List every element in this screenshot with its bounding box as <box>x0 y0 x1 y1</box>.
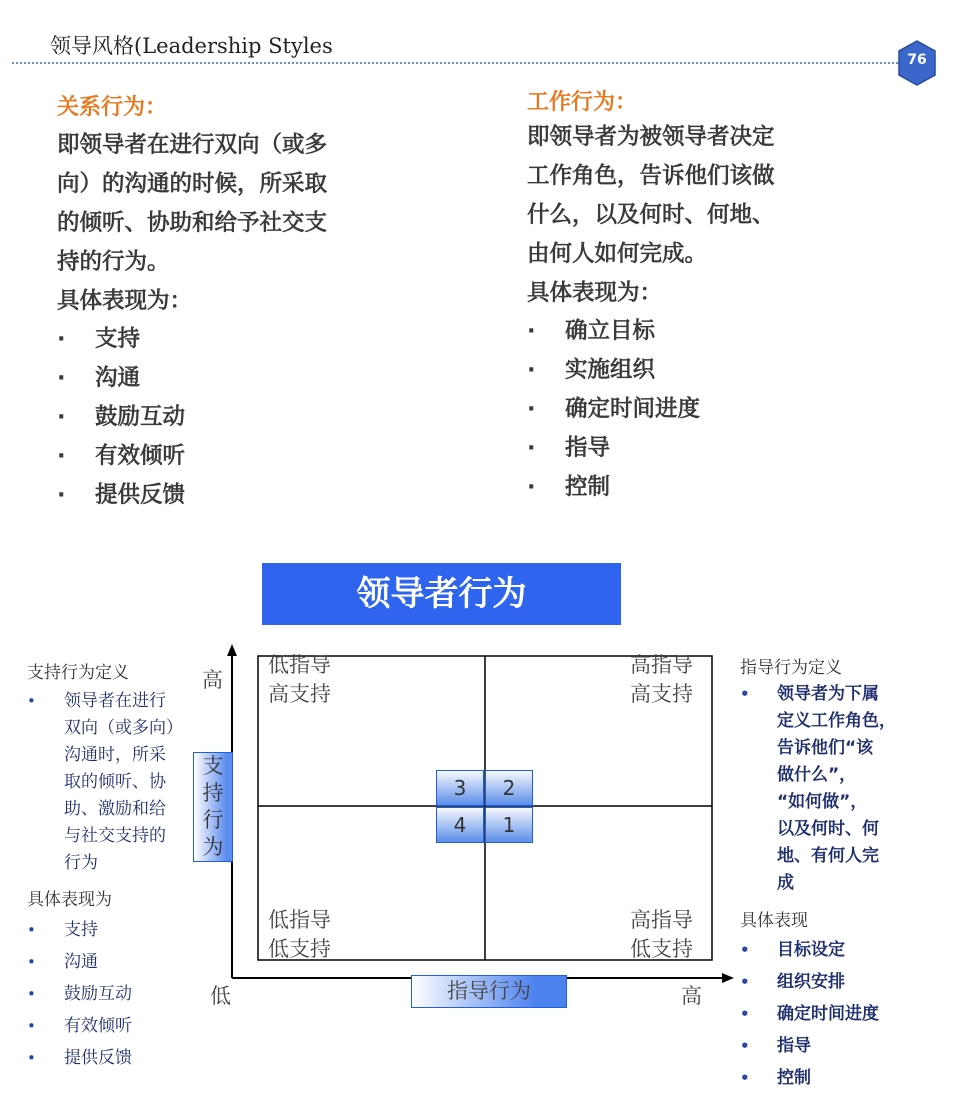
relationship-subheading: 具体表现为： <box>57 288 193 314</box>
y-axis-high: 高 <box>202 668 223 692</box>
task-line: 什么，以及何时、何地、 <box>527 202 775 228</box>
quadrant-top-right: 高指导 高支持 <box>630 653 693 706</box>
task-subheading: 具体表现为： <box>527 280 663 306</box>
x-axis-label: 指导行为 <box>411 975 567 1008</box>
list-item: · 鼓励互动 <box>57 404 186 430</box>
list-item: • 鼓励互动 <box>27 984 132 1004</box>
list-item: · 指导 <box>527 435 611 461</box>
list-item: · 沟通 <box>57 365 141 391</box>
relationship-line: 的倾听、协助和给予社交支 <box>57 210 328 236</box>
quadrant-bottom-right: 高指导 低支持 <box>630 908 693 961</box>
direct-def-heading: 指导行为定义 <box>740 658 842 678</box>
y-axis-label: 支 持 行 为 <box>193 752 233 862</box>
list-item: • 组织安排 <box>740 972 845 992</box>
list-item: · 确定时间进度 <box>527 396 701 422</box>
page-title: 领导风格(Leadership Styles <box>50 34 333 58</box>
list-item: · 确立目标 <box>527 318 656 344</box>
style-cell-1: 1 <box>485 807 533 843</box>
list-item: • 领导者为下属 定义工作角色， 告诉他们“该 做什么”， “如何做”， 以及何时、何 地、有何人完 成 <box>740 684 896 893</box>
style-cell-2: 2 <box>485 770 533 806</box>
leader-behavior-banner: 领导者行为 <box>262 563 621 625</box>
list-item: • 领导者在进行 双向（或多向） 沟通时，所采 取的倾听、协 助、激励和给 与社交支持的 行为 <box>27 691 183 873</box>
x-axis-high: 高 <box>681 984 702 1008</box>
list-item: · 实施组织 <box>527 357 656 383</box>
list-item: • 指导 <box>740 1036 811 1056</box>
quadrant-bottom-left: 低指导 低支持 <box>268 908 331 961</box>
relationship-heading: 关系行为： <box>57 95 168 120</box>
relationship-line: 持的行为。 <box>57 249 170 275</box>
list-item: • 提供反馈 <box>27 1048 132 1068</box>
task-line: 工作角色，告诉他们该做 <box>527 163 775 189</box>
list-item: · 支持 <box>57 326 141 352</box>
list-item: · 提供反馈 <box>57 482 186 508</box>
task-line: 即领导者为被领导者决定 <box>527 124 775 150</box>
list-item: • 目标设定 <box>740 940 845 960</box>
task-line: 由何人如何完成。 <box>527 241 708 267</box>
list-item: • 有效倾听 <box>27 1016 132 1036</box>
list-item: • 沟通 <box>27 952 98 972</box>
list-item: • 确定时间进度 <box>740 1004 879 1024</box>
direct-sub-heading: 具体表现 <box>740 911 808 931</box>
list-item: • 控制 <box>740 1068 811 1088</box>
task-heading: 工作行为： <box>527 90 638 115</box>
support-sub-heading: 具体表现为 <box>27 890 112 910</box>
page-number: 76 <box>907 52 927 68</box>
relationship-line: 向）的沟通的时候，所采取 <box>57 171 328 197</box>
x-axis-low: 低 <box>210 984 231 1008</box>
relationship-line: 即领导者在进行双向（或多 <box>57 132 328 158</box>
list-item: · 有效倾听 <box>57 443 186 469</box>
style-cell-3: 3 <box>436 770 484 806</box>
quadrant-top-left: 低指导 高支持 <box>268 653 331 706</box>
list-item: · 控制 <box>527 474 611 500</box>
style-cell-4: 4 <box>436 807 484 843</box>
support-def-heading: 支持行为定义 <box>27 663 129 683</box>
list-item: • 支持 <box>27 920 98 940</box>
